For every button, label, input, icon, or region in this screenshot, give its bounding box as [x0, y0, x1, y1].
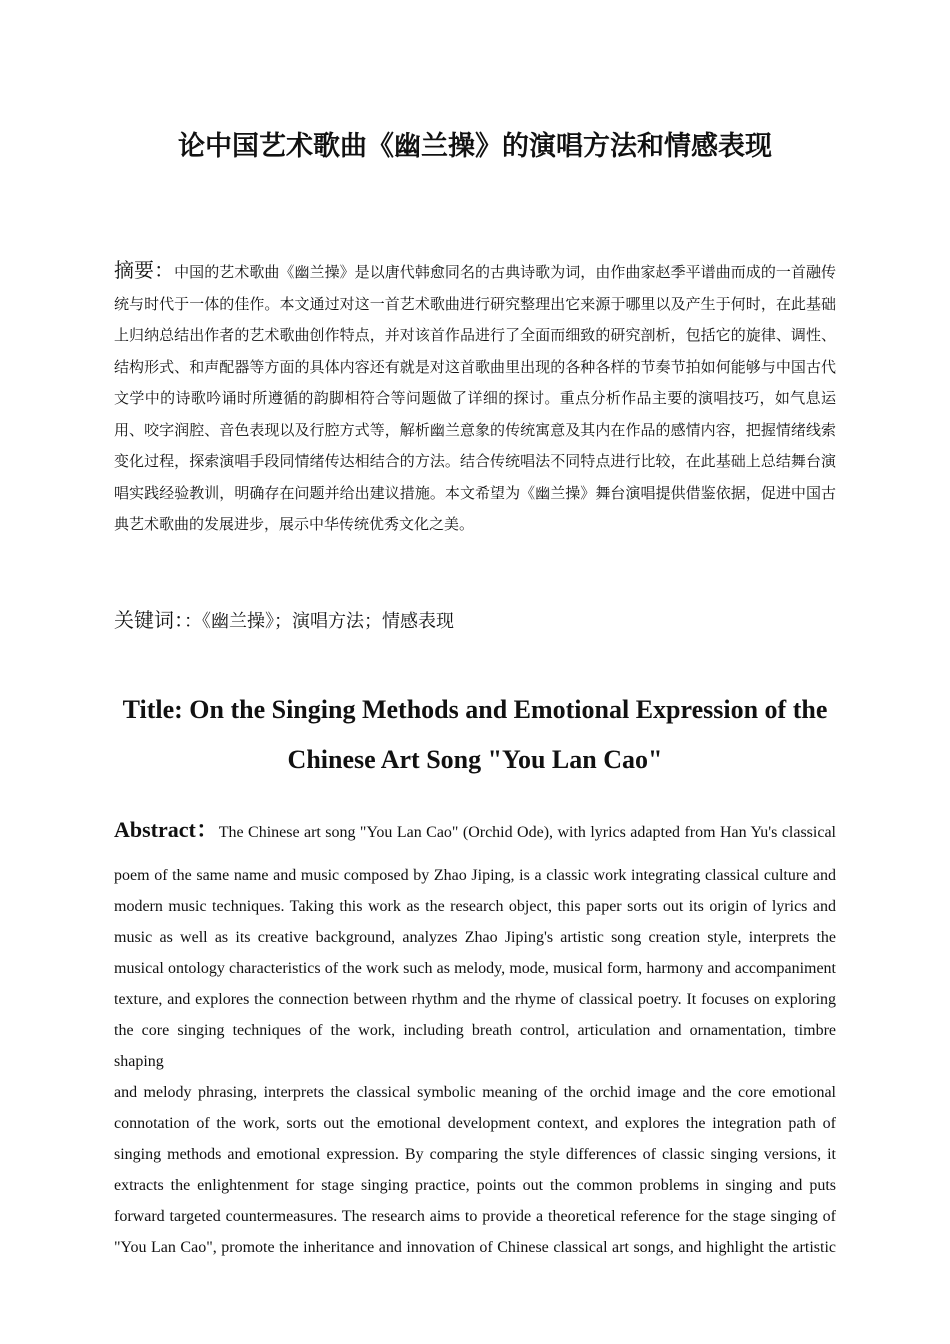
english-abstract-line: Abstract：The Chinese art song "You Lan Cao" (Orchid Ode), with lyrics adapted from Han Yu's classical — [114, 817, 836, 842]
english-abstract-line: the core singing techniques of the work, including breath control, articulation and ornamentation, timbre shaping — [114, 1022, 836, 1070]
english-abstract-line: musical ontology characteristics of the work such as melody, mode, musical form, harmony and accompaniment — [114, 960, 836, 977]
english-abstract-line: "You Lan Cao", promote the inheritance and innovation of Chinese classical art songs, and highlight the artistic — [114, 1239, 836, 1256]
english-abstract-line: and melody phrasing, interprets the classical symbolic meaning of the orchid image and the core emotional — [114, 1084, 836, 1101]
chinese-abstract-text: 中国的艺术歌曲《幽兰操》是以唐代韩愈同名的古典诗歌为词，由作曲家赵季平谱曲而成的一首融传统与时代于一体的佳作。本文通过对这一首艺术歌曲进行研究整理出它来源于哪里以及产生于何时，在此基础上归纳总结出作者的艺术歌曲创作特点，并对该首作品进行了全面而细致的研究剖析，包括它的旋律、调性、结构形式、和声配器等方面的具体内容还有就是对这首歌曲里出现的各种各样的节奏节拍如何能够与中国古代文学中的诗歌吟诵时所遵循的韵脚相符合等问题做了详细的探讨。重点分析作品主要的演唱技巧，如气息运用、咬字润腔、音色表现以及行腔方式等，解析幽兰意象的传统寓意及其内在作品的感情内容，把握情绪线索变化过程，探索演唱手段同情绪传达相结合的方法。结合传统唱法不同特点进行比较，在此基础上总结舞台演唱实践经验教训，明确存在问题并给出建议措施。本文希望为《幽兰操》舞台演唱提供借鉴依据，促进中国古典艺术歌曲的发展进步，展示中华传统优秀文化之美。 — [114, 263, 837, 533]
chinese-keywords-text: ：《幽兰操》；演唱方法；情感表现 — [184, 611, 454, 632]
english-abstract-label: Abstract： — [114, 817, 219, 842]
english-abstract — [114, 813, 836, 1263]
chinese-keywords-label: 关键词： — [114, 608, 184, 632]
english-abstract-line: connotation of the work, sorts out the emotional development context, and explores the integration path of — [114, 1115, 836, 1132]
english-abstract-line: poem of the same name and music composed by Zhao Jiping, is a classic work integrating classical culture and — [114, 867, 836, 884]
english-abstract-line: music as well as its creative background, analyzes Zhao Jiping's artistic song creation style, interprets the — [114, 929, 836, 946]
english-abstract-line: texture, and explores the connection between rhythm and the rhyme of classical poetry. It focuses on exploring — [114, 991, 836, 1008]
english-abstract-line: singing methods and emotional expression. By comparing the style differences of classic singing versions, it — [114, 1146, 836, 1163]
chinese-abstract — [114, 255, 836, 541]
english-abstract-line: modern music techniques. Taking this work as the research object, this paper sorts out its origin of lyrics and — [114, 898, 836, 915]
english-abstract-line: forward targeted countermeasures. The research aims to provide a theoretical reference for the stage singing of — [114, 1208, 836, 1225]
english-title: Title: On the Singing Methods and Emotional Expression of the Chinese Art Song "You Lan Cao" — [122, 695, 828, 774]
chinese-keywords — [114, 604, 836, 638]
english-abstract-line: extracts the enlightenment for stage singing practice, points out the common problems in singing and puts — [114, 1177, 836, 1194]
chinese-abstract-label: 摘要： — [114, 258, 175, 282]
chinese-title: 论中国艺术歌曲《幽兰操》的演唱方法和情感表现 — [178, 131, 772, 162]
